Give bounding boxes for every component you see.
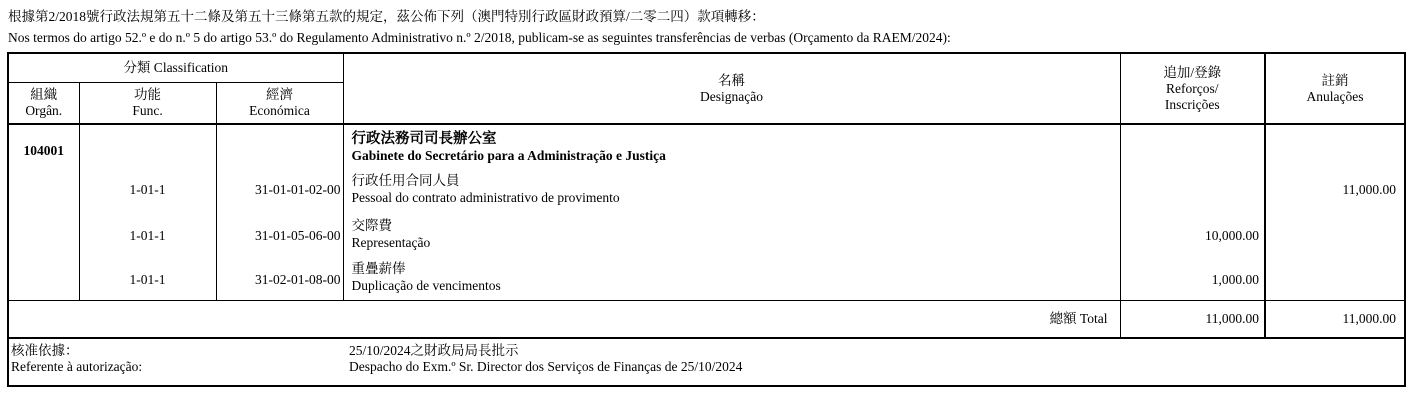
organ-cell <box>8 124 79 301</box>
function-code: 1-01-1 <box>129 228 166 243</box>
function-cell <box>79 124 216 301</box>
designation-header: 名稱 Designação <box>343 53 1120 124</box>
reinforcement-amount: 10,000.00 <box>1205 228 1259 243</box>
transfer-table <box>7 52 1406 387</box>
reinforcement-amount: 1,000.00 <box>1211 272 1259 287</box>
authorization-label: 核准依據： Referente à autorização: <box>8 338 343 386</box>
item-name-zh: 行政任用合同人員 <box>351 173 460 188</box>
item-name-pt: Pessoal do contrato administrativo de provimento <box>351 190 620 205</box>
item-name-pt: Duplicação de vencimentos <box>351 278 501 293</box>
total-annulment: 11,000.00 <box>1265 301 1405 339</box>
total-label: 總額 Total <box>8 301 1120 339</box>
designation-cell <box>343 124 1120 301</box>
economic-header: 經濟 Económica <box>216 83 343 125</box>
annulment-amount: 11,000.00 <box>1342 182 1396 197</box>
reinforcements-header: 追加/登錄 Reforços/ Inscrições <box>1120 53 1265 124</box>
function-code: 1-01-1 <box>129 272 166 287</box>
function-header: 功能 Func. <box>79 83 216 125</box>
annulments-header: 註銷 Anulações <box>1265 53 1405 124</box>
total-reinforcement: 11,000.00 <box>1120 301 1265 339</box>
economic-cell <box>216 124 343 301</box>
economic-code: 31-01-05-06-00 <box>255 228 341 243</box>
economic-code: 31-01-01-02-00 <box>255 182 341 197</box>
authorization-value: 25/10/2024之財政局局長批示 Despacho do Exm.º Sr. Director dos Serviços de Finanças de 25/10/2024 <box>343 338 1405 386</box>
annulments-cell <box>1265 124 1405 301</box>
organ-header: 組織 Orgân. <box>8 83 79 125</box>
classification-header: 分類 Classification <box>8 53 343 83</box>
function-code: 1-01-1 <box>129 182 166 197</box>
reinforcements-cell <box>1120 124 1265 301</box>
intro-portuguese: Nos termos do artigo 52.º e do n.º 5 do artigo 53.º do Regulamento Administrativo n.º 2/2018, publicam-se as seguintes transferências de verbas (Orçamento da RAEM/2024): <box>8 30 951 45</box>
organ-code: 104001 <box>23 143 64 158</box>
organ-name-pt: Gabinete do Secretário para a Administração e Justiça <box>351 148 666 163</box>
intro-chinese: 根據第2/2018號行政法規第五十二條及第五十三條第五款的規定，茲公佈下列（澳門特別行政區財政預算/二零二四）款項轉移： <box>8 9 765 24</box>
organ-name-zh: 行政法務司司長辦公室 <box>351 131 497 147</box>
economic-code: 31-02-01-08-00 <box>255 272 341 287</box>
item-name-zh: 重疊薪俸 <box>351 261 406 276</box>
item-name-pt: Representação <box>351 235 431 250</box>
item-name-zh: 交際費 <box>351 218 392 233</box>
